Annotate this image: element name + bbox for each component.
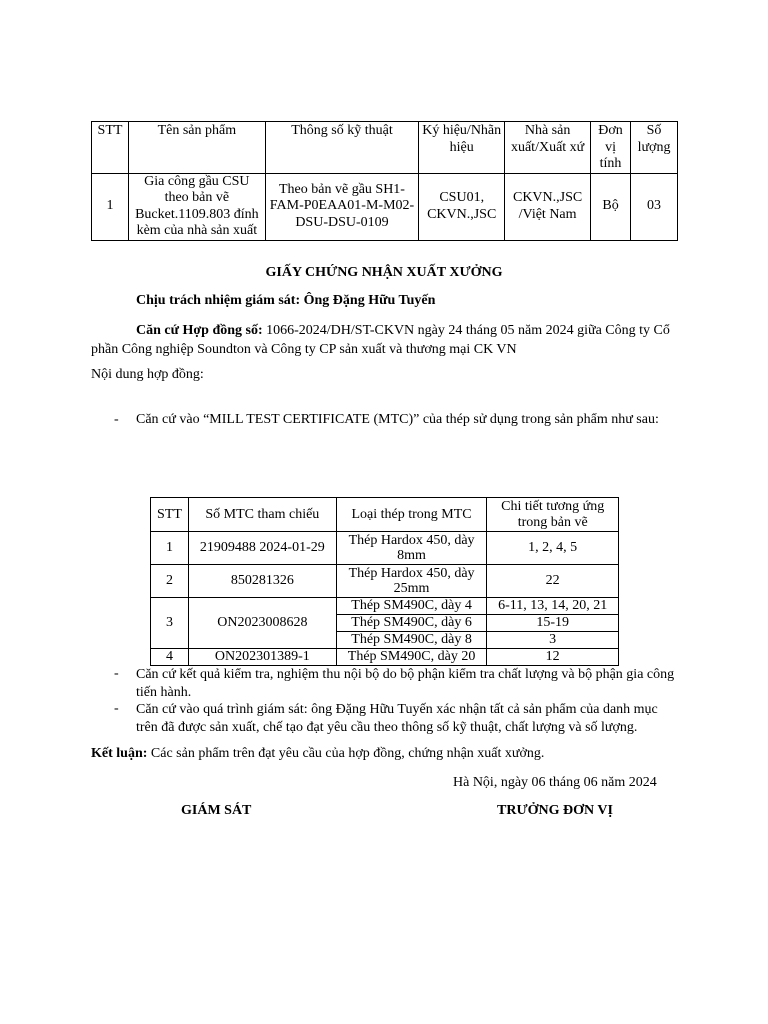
- table-cell: 4: [151, 649, 189, 666]
- header-cell: Chi tiết tương ứng trong bản vẽ: [487, 498, 619, 532]
- supervisor-name: Ông Đặng Hữu Tuyến: [303, 293, 436, 308]
- header-cell: Đơn vị tính: [591, 122, 631, 174]
- product-table: [91, 121, 678, 241]
- contract-label: Căn cứ Hợp đồng số:: [136, 323, 263, 338]
- supervisor-label: Chịu trách nhiệm giám sát:: [136, 293, 301, 308]
- supervisor-line: [136, 293, 435, 309]
- header-cell: STT: [151, 498, 189, 532]
- table-cell: Thép SM490C, dày 20: [336, 649, 487, 666]
- table-row: [151, 565, 619, 598]
- table-cell: Thép SM490C, dày 6: [336, 615, 487, 632]
- table-cell: 1: [151, 532, 189, 565]
- table-row: [151, 598, 619, 615]
- table-cell: 1, 2, 4, 5: [487, 532, 619, 565]
- table-cell: Thép Hardox 450, dày 8mm: [336, 532, 487, 565]
- mtc-table-header: [151, 498, 619, 532]
- table-cell: CKVN.,JSC /Việt Nam: [505, 173, 591, 240]
- table-cell: 21909488 2024-01-29: [188, 532, 336, 565]
- table-cell: 2: [151, 565, 189, 598]
- contract-paragraph: [91, 321, 678, 359]
- contract-text: 1066-2024/DH/ST-CKVN ngày 24 tháng 05 năm 2024 giữa Công ty Cổ phần Công nghiệp Soundton và Công ty CP sản xuất và thương mại CK VN: [91, 323, 670, 357]
- table-cell: CSU01, CKVN.,JSC: [419, 173, 505, 240]
- table-row: [151, 649, 619, 666]
- bullet-dash: -: [114, 701, 119, 716]
- table-cell: ON2023008628: [188, 598, 336, 649]
- header-cell: Ký hiệu/Nhãn hiệu: [419, 122, 505, 174]
- table-row: [92, 173, 678, 240]
- table-cell: ON202301389-1: [188, 649, 336, 666]
- table-cell: 6-11, 13, 14, 20, 21: [487, 598, 619, 615]
- header-cell: STT: [92, 122, 129, 174]
- bullet-mtc: Căn cứ vào “MILL TEST CERTIFICATE (MTC)” của thép sử dụng trong sản phẩm như sau:: [136, 412, 659, 427]
- table-cell: 12: [487, 649, 619, 666]
- table-cell: 1: [92, 173, 129, 240]
- table-cell: 22: [487, 565, 619, 598]
- header-cell: Tên sản phẩm: [128, 122, 265, 174]
- content-label: Nội dung hợp đồng:: [91, 367, 204, 382]
- bullet-dash: -: [114, 666, 119, 681]
- header-cell: Nhà sản xuất/Xuất xứ: [505, 122, 591, 174]
- table-cell: Gia công gầu CSU theo bản vẽ Bucket.1109.803 đính kèm của nhà sản xuất: [128, 173, 265, 240]
- table-cell: 850281326: [188, 565, 336, 598]
- table-cell: 15-19: [487, 615, 619, 632]
- header-cell: Thông số kỹ thuật: [265, 122, 419, 174]
- table-cell: 03: [631, 173, 678, 240]
- table-row: [151, 532, 619, 565]
- document-title: GIẤY CHỨNG NHẬN XUẤT XƯỞNG: [265, 265, 503, 280]
- conclusion: [91, 746, 544, 762]
- header-cell: Số lượng: [631, 122, 678, 174]
- bullet-supervision: Căn cứ vào quá trình giám sát: ông Đặng Hữu Tuyến xác nhận tất cả sản phẩm của danh mục trên đã được sản xuất, chế tạo đạt yêu cầu theo thông số kỹ thuật, chất lượng và số lượng.: [136, 702, 658, 735]
- bullet-dash: -: [114, 412, 119, 427]
- bullet-inspection: Căn cứ kết quả kiểm tra, nghiệm thu nội bộ do bộ phận kiểm tra chất lượng và bộ phận gia công tiến hành.: [136, 667, 675, 700]
- table-cell: Theo bản vẽ gầu SH1-FAM-P0EAA01-M-M02-DSU-DSU-0109: [265, 173, 419, 240]
- conclusion-text: Các sản phẩm trên đạt yêu cầu của hợp đồng, chứng nhận xuất xưởng.: [150, 746, 545, 761]
- table-cell: Bộ: [591, 173, 631, 240]
- table-cell: Thép Hardox 450, dày 25mm: [336, 565, 487, 598]
- signature-supervisor: GIÁM SÁT: [181, 803, 252, 818]
- date-place: Hà Nội, ngày 06 tháng 06 năm 2024: [453, 775, 657, 790]
- signature-head: TRƯỞNG ĐƠN VỊ: [497, 803, 613, 818]
- table-cell: 3: [151, 598, 189, 649]
- table-cell: 3: [487, 632, 619, 649]
- mtc-table: [150, 497, 619, 666]
- table-cell: Thép SM490C, dày 4: [336, 598, 487, 615]
- table-cell: Thép SM490C, dày 8: [336, 632, 487, 649]
- header-cell: Số MTC tham chiếu: [188, 498, 336, 532]
- header-cell: Loại thép trong MTC: [336, 498, 487, 532]
- conclusion-label: Kết luận:: [91, 746, 148, 761]
- product-table-header: [92, 122, 678, 174]
